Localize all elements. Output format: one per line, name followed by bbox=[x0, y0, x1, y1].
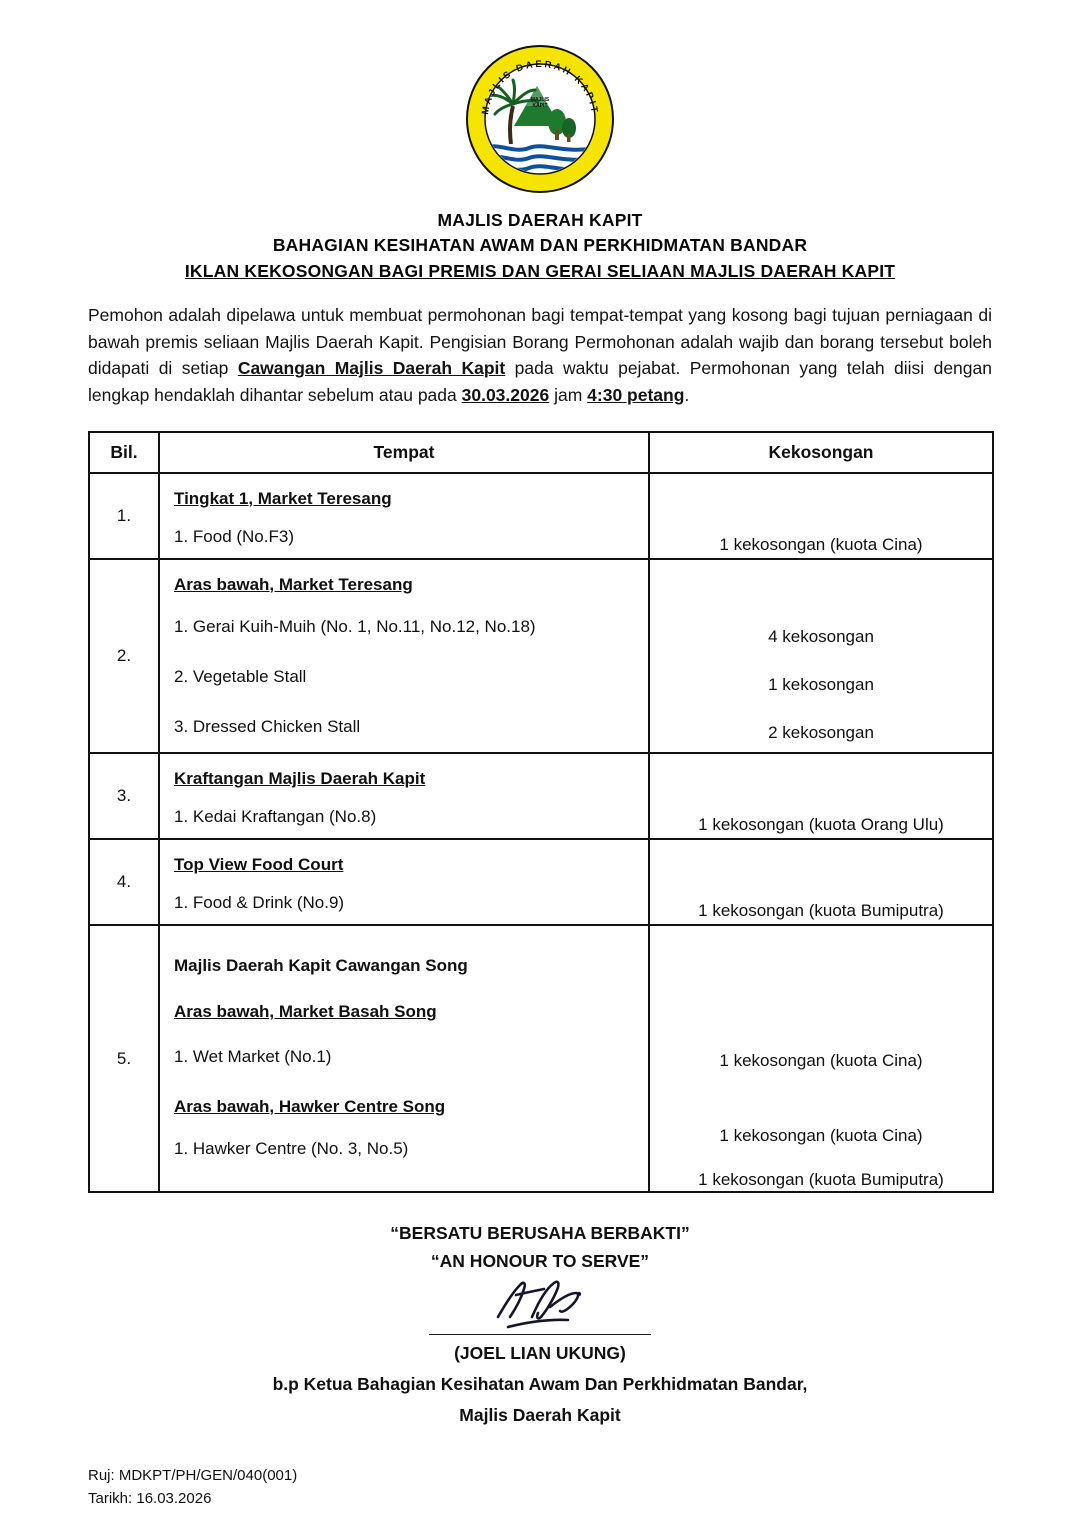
tempat-heading: Kraftangan Majlis Daerah Kapit bbox=[174, 769, 426, 789]
reference-date: Tarikh: 16.03.2026 bbox=[88, 1489, 212, 1507]
tempat-heading: Aras bawah, Market Teresang bbox=[174, 574, 413, 594]
table-header-row bbox=[89, 432, 993, 473]
heading-department: BAHAGIAN KESIHATAN AWAM DAN PERKHIDMATAN BANDAR bbox=[272, 235, 808, 256]
kekosongan-value: 1 kekosongan (kuota Bumiputra) bbox=[698, 1169, 944, 1189]
tempat-item: 3. Dressed Chicken Stall bbox=[174, 716, 361, 736]
svg-text:MAJLIS DAERAH KAPIT: MAJLIS DAERAH KAPIT bbox=[480, 58, 600, 116]
kekosongan-value: 1 kekosongan (kuota Cina) bbox=[719, 1125, 923, 1145]
table-row bbox=[89, 473, 993, 559]
kekosongan-value: 1 kekosongan bbox=[768, 674, 874, 694]
intro-text-4: . bbox=[684, 384, 690, 405]
table-row bbox=[89, 839, 993, 925]
tempat-heading: Top View Food Court bbox=[174, 855, 344, 875]
tempat-item: 1. Gerai Kuih-Muih (No. 1, No.11, No.12, No.18) bbox=[174, 616, 536, 636]
logo-container bbox=[0, 0, 1080, 194]
tempat-subheading-branch: Majlis Daerah Kapit Cawangan Song bbox=[174, 956, 468, 976]
tempat-item: 1. Hawker Centre (No. 3, No.5) bbox=[174, 1138, 409, 1158]
column-header-kekosongan: Kekosongan bbox=[649, 432, 993, 473]
intro-deadline-date: 30.03.2026 bbox=[461, 384, 550, 405]
intro-text-2: pada waktu pejabat. Permohonan yang telah diisi dengan lengkap hendaklah dihantar sebelum atau pada bbox=[88, 358, 992, 405]
table-row bbox=[89, 559, 993, 753]
row-tempat bbox=[159, 559, 649, 753]
reference-number: Ruj: MDKPT/PH/GEN/040(001) bbox=[88, 1466, 298, 1484]
row-number: 1. bbox=[89, 473, 159, 559]
tempat-item: 1. Kedai Kraftangan (No.8) bbox=[174, 807, 377, 827]
row-kekosongan bbox=[649, 925, 993, 1191]
tempat-item: 1. Food (No.F3) bbox=[174, 526, 294, 546]
svg-text:KAPIT: KAPIT bbox=[532, 103, 548, 109]
kekosongan-value: 2 kekosongan bbox=[768, 722, 874, 742]
motto-english: “AN HONOUR TO SERVE” bbox=[430, 1250, 650, 1271]
row-number: 2. bbox=[89, 559, 159, 753]
row-kekosongan bbox=[649, 839, 993, 925]
intro-text-1: Pemohon adalah dipelawa untuk membuat permohonan bagi tempat-tempat yang kosong bagi tujuan perniagaan di bawah premis seliaan Majlis Daerah Kapit. Pengisian Borang Permohonan adalah wajib dan borang tersebut boleh didapati di setiap bbox=[88, 305, 992, 379]
tempat-heading: Aras bawah, Hawker Centre Song bbox=[174, 1096, 446, 1116]
handwritten-signature-icon bbox=[420, 1273, 660, 1337]
column-header-bil: Bil. bbox=[89, 432, 159, 473]
signature-line bbox=[429, 1334, 651, 1335]
vacancy-table bbox=[88, 431, 994, 1193]
document-headings bbox=[0, 208, 1080, 284]
tempat-heading: Aras bawah, Market Basah Song bbox=[174, 1002, 437, 1022]
kekosongan-value: 1 kekosongan (kuota Bumiputra) bbox=[698, 901, 944, 921]
row-tempat bbox=[159, 753, 649, 839]
row-kekosongan bbox=[649, 559, 993, 753]
heading-council: MAJLIS DAERAH KAPIT bbox=[437, 210, 643, 230]
reference-block bbox=[88, 1464, 297, 1511]
tempat-item: 1. Wet Market (No.1) bbox=[174, 1046, 332, 1066]
majlis-daerah-kapit-crest-icon bbox=[465, 44, 615, 194]
kekosongan-value: 1 kekosongan (kuota Cina) bbox=[719, 1051, 923, 1071]
row-tempat bbox=[159, 925, 649, 1191]
row-number: 3. bbox=[89, 753, 159, 839]
signer-organisation: Majlis Daerah Kapit bbox=[459, 1404, 621, 1425]
tempat-heading: Tingkat 1, Market Teresang bbox=[174, 488, 392, 508]
signer-role: b.p Ketua Bahagian Kesihatan Awam Dan Perkhidmatan Bandar, bbox=[272, 1373, 808, 1394]
row-tempat bbox=[159, 473, 649, 559]
kekosongan-value: 1 kekosongan (kuota Cina) bbox=[719, 534, 923, 554]
intro-paragraph bbox=[88, 302, 992, 408]
row-kekosongan bbox=[649, 753, 993, 839]
table-row bbox=[89, 925, 993, 1191]
row-number: 5. bbox=[89, 925, 159, 1191]
intro-branch: Cawangan Majlis Daerah Kapit bbox=[237, 358, 506, 379]
kekosongan-value: 4 kekosongan bbox=[768, 626, 874, 646]
intro-text-3: jam bbox=[549, 384, 588, 405]
row-tempat bbox=[159, 839, 649, 925]
motto-malay: “BERSATU BERUSAHA BERBAKTI” bbox=[390, 1222, 690, 1243]
row-kekosongan bbox=[649, 473, 993, 559]
tempat-item: 2. Vegetable Stall bbox=[174, 666, 307, 686]
document-footer bbox=[0, 1219, 1080, 1426]
column-header-tempat: Tempat bbox=[159, 432, 649, 473]
heading-notice-title: IKLAN KEKOSONGAN BAGI PREMIS DAN GERAI SELIAAN MAJLIS DAERAH KAPIT bbox=[184, 260, 896, 281]
row-number: 4. bbox=[89, 839, 159, 925]
kekosongan-value: 1 kekosongan (kuota Orang Ulu) bbox=[698, 815, 944, 835]
intro-deadline-time: 4:30 petang bbox=[587, 384, 685, 405]
table-row bbox=[89, 753, 993, 839]
svg-text:MAJLIS: MAJLIS bbox=[530, 97, 550, 103]
tempat-item: 1. Food & Drink (No.9) bbox=[174, 893, 345, 913]
signer-name: (JOEL LIAN UKUNG) bbox=[454, 1342, 626, 1363]
signature-area bbox=[0, 1277, 1080, 1341]
